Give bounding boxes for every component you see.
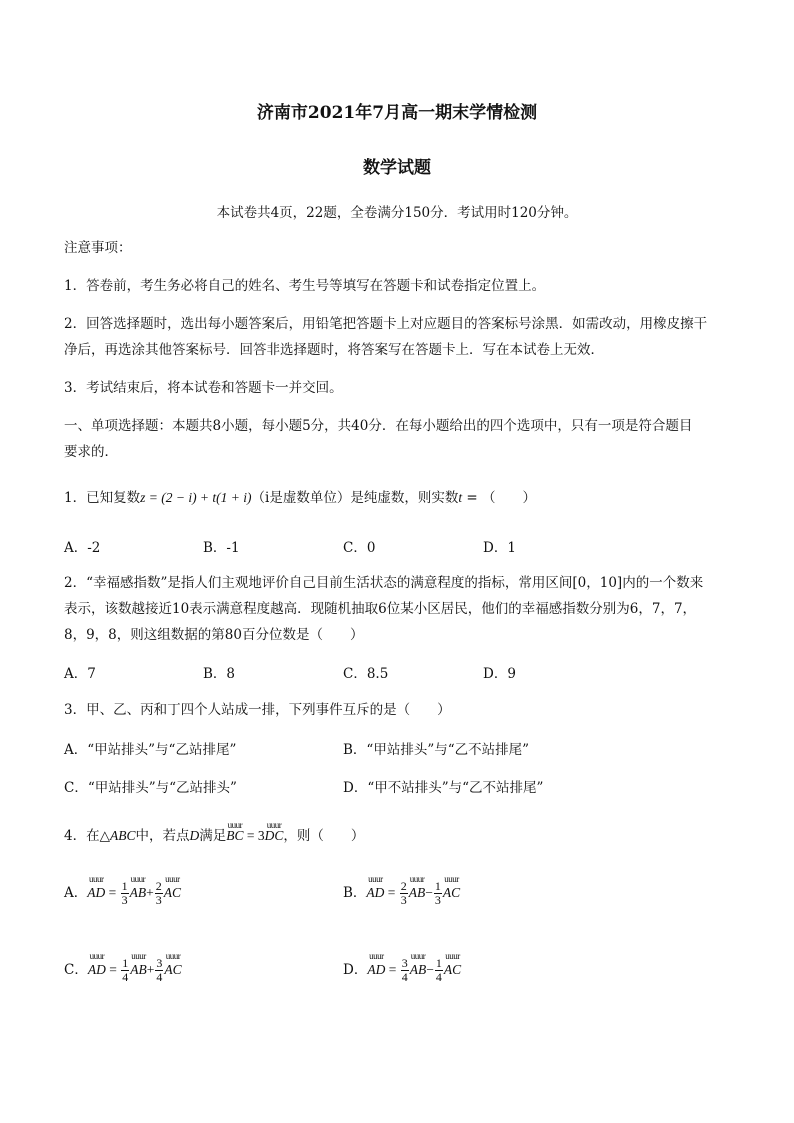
section-1-line-2: 要求的．: [64, 444, 118, 460]
q2-option-b: B．8: [203, 666, 236, 682]
q2-option-d: D．9: [483, 666, 516, 682]
numerator: 1: [122, 956, 129, 970]
denominator: 4: [435, 970, 442, 984]
section-1-line-1: 一、单项选择题：本题共8小题，每小题5分，共40分．在每小题给出的四个选项中，只有一项是符合题目: [64, 418, 693, 434]
vector-ad: uuur AD: [88, 962, 106, 978]
q2-option-a: A．7: [64, 666, 96, 682]
numerator: 3: [156, 956, 163, 970]
vector-ac: uuur AC: [164, 885, 181, 901]
denominator: 4: [401, 970, 408, 984]
question-2-line-1: 2．“幸福感指数”是指人们主观地评价自己目前生活状态的满意程度的指标，常用区间[0，10]内的一个数来: [64, 575, 704, 591]
vector-ac: uuur AC: [444, 962, 461, 978]
numerator: 2: [155, 879, 162, 893]
note-2-line-1: 2．回答选择题时，选出每小题答案后，用铅笔把答题卡上对应题目的答案标号涂黑．如需改动，用橡皮擦干: [64, 316, 708, 332]
q1-option-c: C．0: [343, 540, 376, 556]
vector-ab: uuur AB: [130, 885, 147, 901]
note-3: 3．考试结束后，将本试卷和答题卡一并交回。: [64, 380, 343, 396]
question-2-line-2: 表示，该数越接近10表示满意程度越高．现随机抽取6位某小区居民，他们的幸福感指数分别为6，7，7，: [64, 601, 697, 617]
q4-vector-bc: uuur BC: [226, 826, 243, 846]
question-2-line-3: 8，9，8，则这组数据的第80百分位数是（ ）: [64, 627, 364, 643]
q4-cond-eq: = 3: [243, 828, 265, 843]
exam-info: 本试卷共4页，22题，全卷满分150分．考试用时120分钟。: [216, 205, 578, 221]
q4-option-b: [343, 880, 460, 907]
denominator: 3: [121, 893, 128, 907]
question-3-stem: 3．甲、乙、丙和丁四个人站成一排，下列事件互斥的是（ ）: [64, 702, 451, 718]
fraction: [121, 957, 129, 984]
fraction: [401, 957, 409, 984]
q4-option-a: [64, 880, 181, 907]
q4-vector-dc: uuur DC: [265, 826, 284, 846]
fraction: [155, 880, 163, 907]
q4-mid2: 满足: [199, 828, 227, 844]
q4-b-label: B．: [343, 885, 367, 901]
q4-prefix: 4．在△: [64, 828, 110, 844]
fraction: [155, 957, 163, 984]
q1-prefix: 1．已知复数: [64, 490, 141, 506]
q1-option-a: A．-2: [64, 540, 101, 556]
numerator: 1: [434, 879, 441, 893]
q1-middle: （i是虚数单位）是纯虚数，则实数: [251, 490, 459, 506]
q2-option-c: C．8.5: [343, 666, 389, 682]
q3-option-b: B．“甲站排头”与“乙不站排尾”: [343, 742, 530, 758]
vector-ad: uuur AD: [367, 962, 385, 978]
numerator: 1: [435, 956, 442, 970]
equals-sign: =: [105, 962, 121, 977]
q3-option-a: A．“甲站排头”与“乙站排尾”: [64, 742, 237, 758]
fraction: [434, 880, 442, 907]
q4-point: D: [189, 828, 200, 843]
denominator: 4: [122, 970, 129, 984]
q4-mid: 中，若点: [135, 828, 190, 844]
question-4-stem: [64, 826, 364, 846]
numerator: 3: [401, 956, 408, 970]
q1-option-b: B．-1: [203, 540, 240, 556]
operator: −: [425, 885, 433, 900]
exam-subtitle: 数学试题: [363, 158, 431, 178]
operator: −: [426, 962, 434, 977]
question-1-stem: [64, 488, 536, 508]
denominator: 3: [155, 893, 162, 907]
vector-ac: uuur AC: [164, 962, 181, 978]
q1-suffix: = （ ）: [462, 490, 537, 506]
q4-d-label: D．: [343, 962, 368, 978]
operator: +: [146, 885, 154, 900]
vector-ab: uuur AB: [409, 885, 426, 901]
q3-option-d: D．“甲不站排头”与“乙不站排尾”: [343, 780, 544, 796]
q4-c-label: C．: [64, 962, 88, 978]
notes-heading: 注意事项：: [64, 240, 132, 256]
vector-ad: uuur AD: [366, 885, 384, 901]
q4-option-c: [64, 957, 182, 984]
q3-option-c: C．“甲站排头”与“乙站排头”: [64, 780, 237, 796]
q1-variable: t: [458, 490, 463, 505]
equals-sign: =: [105, 885, 120, 900]
q1-expression: z = (2 − i) + t(1 + i): [140, 490, 252, 505]
fraction: [400, 880, 408, 907]
numerator: 2: [400, 879, 407, 893]
fraction: [121, 880, 129, 907]
q4-option-d: [343, 957, 461, 984]
numerator: 1: [121, 879, 128, 893]
q4-suffix: ，则（ ）: [283, 828, 365, 844]
fraction: [435, 957, 443, 984]
exam-title: 济南市2021年7月高一期末学情检测: [256, 103, 538, 123]
note-1: 1．答卷前，考生务必将自己的姓名、考生号等填写在答题卡和试卷指定位置上。: [64, 278, 546, 294]
vector-ac: uuur AC: [443, 885, 460, 901]
denominator: 4: [156, 970, 163, 984]
equals-sign: =: [384, 885, 399, 900]
vector-ab: uuur AB: [410, 962, 427, 978]
q4-triangle: ABC: [109, 828, 136, 843]
operator: +: [146, 962, 155, 977]
vector-ad: uuur AD: [87, 885, 105, 901]
denominator: 3: [434, 893, 441, 907]
denominator: 3: [400, 893, 407, 907]
q4-a-label: A．: [64, 885, 88, 901]
equals-sign: =: [385, 962, 400, 977]
q1-option-d: D．1: [483, 540, 516, 556]
note-2-line-2: 净后，再选涂其他答案标号．回答非选择题时，将答案写在答题卡上．写在本试卷上无效．: [64, 342, 604, 358]
vector-ab: uuur AB: [130, 962, 147, 978]
